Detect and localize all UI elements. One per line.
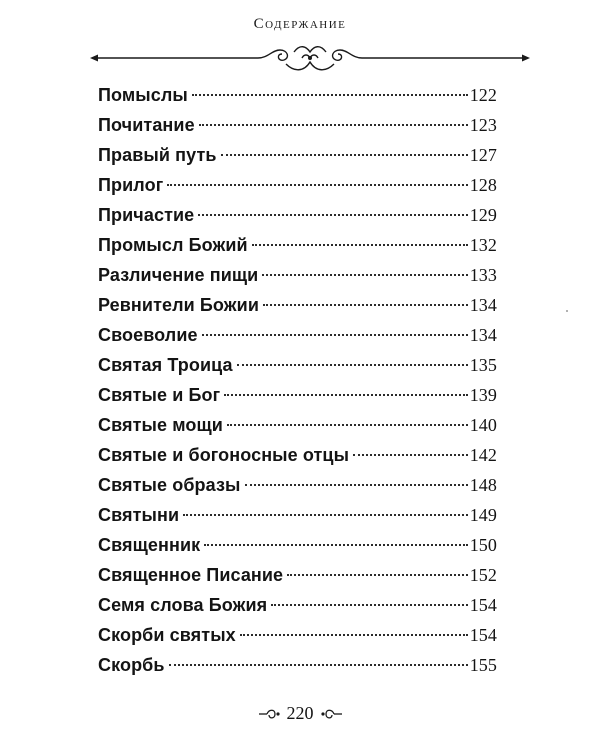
page-number: 220 <box>286 703 314 723</box>
toc-entry[interactable] <box>98 290 497 320</box>
toc-entry[interactable] <box>98 650 497 680</box>
toc-entry-page: 142 <box>469 445 497 465</box>
toc-entry-page: 123 <box>469 115 497 135</box>
toc-entry-page: 148 <box>469 475 497 495</box>
dot-leader <box>263 304 468 306</box>
toc-entry[interactable] <box>98 560 497 590</box>
toc-entry[interactable] <box>98 200 497 230</box>
dot-leader <box>262 274 467 276</box>
toc-entry-page: 134 <box>469 325 497 345</box>
toc-entry-page: 150 <box>469 535 497 555</box>
dot-leader <box>227 424 468 426</box>
toc-entry-page: 154 <box>469 595 497 615</box>
dot-leader <box>353 454 468 456</box>
toc-entry[interactable] <box>98 470 497 500</box>
toc-entry-title: Семя слова Божия <box>98 595 268 615</box>
toc-entry[interactable] <box>98 410 497 440</box>
toc-entry-title: Святые и Бог <box>98 385 221 405</box>
toc-entry[interactable] <box>98 350 497 380</box>
toc-entry[interactable] <box>98 440 497 470</box>
toc-entry-page: 155 <box>469 655 497 675</box>
dot-leader <box>202 334 468 336</box>
toc-entry-page: 127 <box>469 145 497 165</box>
toc-entry-title: Скорби святых <box>98 625 236 645</box>
toc-entry-page: 149 <box>469 505 497 525</box>
paper-speck <box>566 310 568 312</box>
toc-entry-title: Священник <box>98 535 201 555</box>
toc-entry[interactable] <box>98 320 497 350</box>
table-of-contents <box>98 80 497 680</box>
toc-entry-title: Причастие <box>98 205 195 225</box>
folio-flourish-left-icon <box>259 707 281 721</box>
toc-entry-title: Почитание <box>98 115 195 135</box>
toc-entry[interactable] <box>98 110 497 140</box>
toc-entry-page: 128 <box>469 175 497 195</box>
flourish-divider-icon <box>90 40 530 76</box>
folio-flourish-right-icon <box>320 707 342 721</box>
toc-entry-title: Различение пищи <box>98 265 259 285</box>
toc-entry-page: 140 <box>469 415 497 435</box>
dot-leader <box>169 664 468 666</box>
toc-entry-page: 154 <box>469 625 497 645</box>
toc-entry-page: 132 <box>469 235 497 255</box>
toc-entry[interactable] <box>98 80 497 110</box>
dot-leader <box>240 634 468 636</box>
toc-entry-page: 133 <box>469 265 497 285</box>
dot-leader <box>221 154 468 156</box>
toc-entry-title: Святая Троица <box>98 355 233 375</box>
toc-entry-page: 135 <box>469 355 497 375</box>
toc-entry[interactable] <box>98 380 497 410</box>
toc-entry-page: 134 <box>469 295 497 315</box>
dot-leader <box>237 364 468 366</box>
dot-leader <box>287 574 468 576</box>
dot-leader <box>167 184 467 186</box>
toc-entry-title: Прилог <box>98 175 164 195</box>
dot-leader <box>204 544 467 546</box>
toc-entry-title: Святыни <box>98 505 180 525</box>
dot-leader <box>198 214 467 216</box>
toc-entry-title: Священное Писание <box>98 565 284 585</box>
toc-entry-title: Святые и богоносные отцы <box>98 445 350 465</box>
dot-leader <box>224 394 467 396</box>
toc-entry-page: 122 <box>469 85 497 105</box>
toc-entry-title: Святые образы <box>98 475 241 495</box>
toc-entry[interactable] <box>98 500 497 530</box>
toc-entry-title: Своеволие <box>98 325 198 345</box>
toc-entry[interactable] <box>98 230 497 260</box>
toc-entry-title: Святые мощи <box>98 415 223 435</box>
toc-entry-title: Ревнители Божии <box>98 295 259 315</box>
toc-entry-title: Помыслы <box>98 85 188 105</box>
toc-entry-page: 129 <box>469 205 497 225</box>
toc-entry[interactable] <box>98 620 497 650</box>
toc-entry[interactable] <box>98 170 497 200</box>
toc-entry-title: Правый путь <box>98 145 217 165</box>
toc-entry[interactable] <box>98 260 497 290</box>
dot-leader <box>192 94 468 96</box>
toc-entry[interactable] <box>98 140 497 170</box>
toc-entry[interactable] <box>98 530 497 560</box>
page-folio <box>0 703 600 724</box>
toc-entry-page: 152 <box>469 565 497 585</box>
dot-leader <box>199 124 468 126</box>
toc-entry[interactable] <box>98 590 497 620</box>
dot-leader <box>183 514 468 516</box>
running-head: Содержание <box>253 16 347 32</box>
dot-leader <box>271 604 467 606</box>
dot-leader <box>245 484 468 486</box>
dot-leader <box>252 244 468 246</box>
toc-entry-page: 139 <box>469 385 497 405</box>
toc-entry-title: Промысл Божий <box>98 235 248 255</box>
toc-entry-title: Скорбь <box>98 655 165 675</box>
